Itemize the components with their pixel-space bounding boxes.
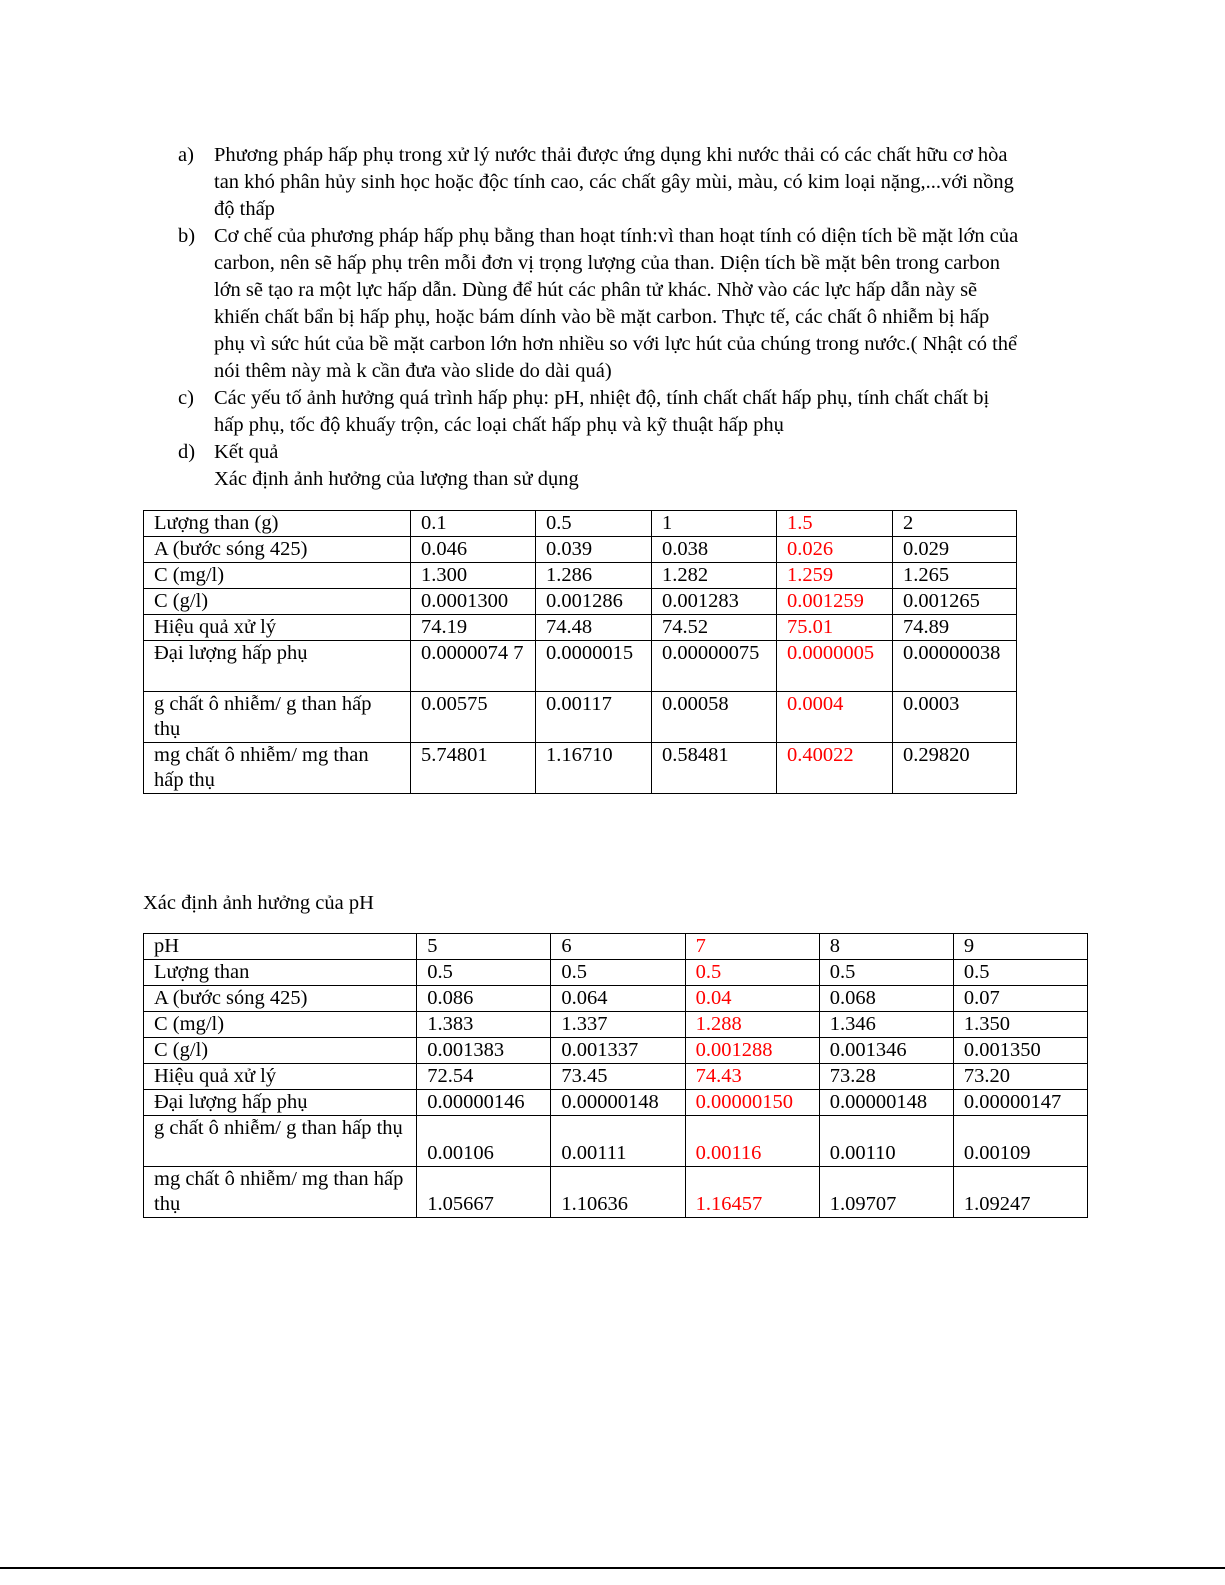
table-cell: 0.046 bbox=[411, 537, 536, 563]
table-cell: 1.265 bbox=[893, 563, 1017, 589]
table-row bbox=[144, 537, 1017, 563]
list-item-c bbox=[178, 385, 1078, 439]
table-cell: 1.16710 bbox=[536, 743, 652, 794]
table-cell: 0.5 bbox=[953, 960, 1087, 986]
ph-table bbox=[143, 933, 1088, 1218]
table-row bbox=[144, 1116, 1088, 1167]
table-cell: 5.74801 bbox=[411, 743, 536, 794]
table-cell: 1.300 bbox=[411, 563, 536, 589]
table-cell: 0.00000146 bbox=[417, 1090, 551, 1116]
table-cell: 0.00117 bbox=[536, 692, 652, 743]
table-cell: 0.0001300 bbox=[411, 589, 536, 615]
table-cell: pH bbox=[144, 934, 417, 960]
table-cell: 0.07 bbox=[953, 986, 1087, 1012]
table-row bbox=[144, 563, 1017, 589]
table-cell: 1.10636 bbox=[551, 1167, 685, 1218]
table-cell: Đại lượng hấp phụ bbox=[144, 1090, 417, 1116]
table-cell: 0.00000075 bbox=[652, 641, 777, 692]
table-cell: 0.001346 bbox=[819, 1038, 953, 1064]
table-row bbox=[144, 1064, 1088, 1090]
list-item-text: Kết quả Xác định ảnh hưởng của lượng than sử dụng bbox=[214, 441, 579, 490]
table-cell: 0.00106 bbox=[417, 1116, 551, 1167]
table-cell: 0.00110 bbox=[819, 1116, 953, 1167]
table-cell: 5 bbox=[417, 934, 551, 960]
table-cell: 0.00111 bbox=[551, 1116, 685, 1167]
table-cell: 0.00000147 bbox=[953, 1090, 1087, 1116]
table-cell-highlight: 7 bbox=[685, 934, 819, 960]
list-item-text: Cơ chế của phương pháp hấp phụ bằng than hoạt tính:vì than hoạt tính có diện tích bề mặt lớn của carbon, nên sẽ hấp phụ trên mỗi đơn vị trọng lượng của than. Diện tích bề mặt bên trong carbon lớn sẽ tạo ra một lực hấp dẫn. Dùng để hút các phân tử khác. Nhờ vào các lực hấp dẫn này sẽ khiến chất bẩn bị hấp phụ, hoặc bám dính vào bề mặt carbon. Thực tế, các chất ô nhiễm bị hấp phụ vì sức hút của bề mặt carbon lớn hơn nhiều so với lực hút của chúng trong nước.( Nhật có thể nói thêm này mà k cần đưa vào slide do dài quá) bbox=[214, 225, 1019, 382]
table-cell: 0.039 bbox=[536, 537, 652, 563]
table-cell: Lượng than (g) bbox=[144, 511, 411, 537]
table-cell: 0.038 bbox=[652, 537, 777, 563]
table-cell: C (mg/l) bbox=[144, 563, 411, 589]
list-marker: a) bbox=[178, 144, 194, 166]
table-cell: 1.346 bbox=[819, 1012, 953, 1038]
table-row bbox=[144, 692, 1017, 743]
table-cell: 0.001383 bbox=[417, 1038, 551, 1064]
list-marker: c) bbox=[178, 387, 194, 409]
table-cell: 73.45 bbox=[551, 1064, 685, 1090]
table-cell: 1.282 bbox=[652, 563, 777, 589]
table-cell: 0.001286 bbox=[536, 589, 652, 615]
table-cell: 6 bbox=[551, 934, 685, 960]
table-row bbox=[144, 589, 1017, 615]
table-row bbox=[144, 1012, 1088, 1038]
table-cell: 0.001337 bbox=[551, 1038, 685, 1064]
table-cell: 0.0000015 bbox=[536, 641, 652, 692]
table-cell: 0.5 bbox=[551, 960, 685, 986]
table-cell: Lượng than bbox=[144, 960, 417, 986]
table-cell: mg chất ô nhiễm/ mg than hấp thụ bbox=[144, 743, 411, 794]
section-title-ph: Xác định ảnh hưởng của pH bbox=[143, 892, 374, 914]
table-cell: 0.5 bbox=[417, 960, 551, 986]
table-cell: A (bước sóng 425) bbox=[144, 986, 417, 1012]
table-cell-highlight: 0.5 bbox=[685, 960, 819, 986]
table-cell-highlight: 0.00000150 bbox=[685, 1090, 819, 1116]
table-cell: 0.086 bbox=[417, 986, 551, 1012]
list-item-a bbox=[178, 142, 1078, 223]
table-row bbox=[144, 615, 1017, 641]
table-cell: 0.029 bbox=[893, 537, 1017, 563]
table-cell: 0.58481 bbox=[652, 743, 777, 794]
table-cell: 0.5 bbox=[819, 960, 953, 986]
table-row bbox=[144, 1090, 1088, 1116]
table-row bbox=[144, 960, 1088, 986]
table-cell-highlight: 75.01 bbox=[777, 615, 893, 641]
table-cell: 1.05667 bbox=[417, 1167, 551, 1218]
table-cell: 0.29820 bbox=[893, 743, 1017, 794]
table-cell-highlight: 0.0000005 bbox=[777, 641, 893, 692]
list-item-text: Các yếu tố ảnh hưởng quá trình hấp phụ: pH, nhiệt độ, tính chất chất hấp phụ, tính chất chất bị hấp phụ, tốc độ khuấy trộn, các loại chất hấp phụ và kỹ thuật hấp phụ bbox=[214, 387, 990, 436]
table-cell: 0.001350 bbox=[953, 1038, 1087, 1064]
table-cell: Hiệu quả xử lý bbox=[144, 615, 411, 641]
table-cell: 0.00000148 bbox=[551, 1090, 685, 1116]
table-cell: 0.5 bbox=[536, 511, 652, 537]
findings-list bbox=[178, 142, 1078, 493]
table-cell: 8 bbox=[819, 934, 953, 960]
table-cell: 74.89 bbox=[893, 615, 1017, 641]
table-cell-highlight: 1.5 bbox=[777, 511, 893, 537]
list-marker: d) bbox=[178, 441, 196, 463]
table-cell: C (g/l) bbox=[144, 589, 411, 615]
table-cell: 1.286 bbox=[536, 563, 652, 589]
list-item-text: Phương pháp hấp phụ trong xử lý nước thải được ứng dụng khi nước thải có các chất hữu cơ hòa tan khó phân hủy sinh học hoặc độc tính cao, các chất gây mùi, màu, có kim loại nặng,...với nồng độ thấp bbox=[214, 144, 1014, 220]
table-cell: 1 bbox=[652, 511, 777, 537]
list-marker: b) bbox=[178, 225, 196, 247]
table-cell: 2 bbox=[893, 511, 1017, 537]
table-cell: 0.00000148 bbox=[819, 1090, 953, 1116]
table-cell: C (mg/l) bbox=[144, 1012, 417, 1038]
table-cell: 0.00058 bbox=[652, 692, 777, 743]
table-cell-highlight: 0.001288 bbox=[685, 1038, 819, 1064]
table-cell-highlight: 0.00116 bbox=[685, 1116, 819, 1167]
table-cell: 9 bbox=[953, 934, 1087, 960]
table-cell-highlight: 1.16457 bbox=[685, 1167, 819, 1218]
page-bottom-rule bbox=[0, 1567, 1225, 1569]
table-cell-highlight: 0.0004 bbox=[777, 692, 893, 743]
table-row bbox=[144, 1167, 1088, 1218]
table-cell: 1.09247 bbox=[953, 1167, 1087, 1218]
table-cell: C (g/l) bbox=[144, 1038, 417, 1064]
table-row bbox=[144, 743, 1017, 794]
table-cell: 0.0003 bbox=[893, 692, 1017, 743]
table-cell: 0.00109 bbox=[953, 1116, 1087, 1167]
table-cell-highlight: 0.026 bbox=[777, 537, 893, 563]
table-cell-highlight: 1.288 bbox=[685, 1012, 819, 1038]
table-cell: 0.068 bbox=[819, 986, 953, 1012]
table-cell: g chất ô nhiễm/ g than hấp thụ bbox=[144, 1116, 417, 1167]
table-cell: 0.1 bbox=[411, 511, 536, 537]
table-cell: 74.19 bbox=[411, 615, 536, 641]
table-cell: 0.00000038 bbox=[893, 641, 1017, 692]
list-item-d bbox=[178, 439, 1078, 493]
table-cell: 0.001265 bbox=[893, 589, 1017, 615]
table-cell: 1.350 bbox=[953, 1012, 1087, 1038]
table-cell: 0.00575 bbox=[411, 692, 536, 743]
table-cell: 73.28 bbox=[819, 1064, 953, 1090]
table-cell: A (bước sóng 425) bbox=[144, 537, 411, 563]
table-cell: 73.20 bbox=[953, 1064, 1087, 1090]
table-cell-highlight: 74.43 bbox=[685, 1064, 819, 1090]
table-cell: 0.001283 bbox=[652, 589, 777, 615]
table-cell: 74.52 bbox=[652, 615, 777, 641]
table-cell-highlight: 0.04 bbox=[685, 986, 819, 1012]
table-cell: Hiệu quả xử lý bbox=[144, 1064, 417, 1090]
table-cell: 1.09707 bbox=[819, 1167, 953, 1218]
table-cell-highlight: 1.259 bbox=[777, 563, 893, 589]
table-row bbox=[144, 934, 1088, 960]
table-cell: 74.48 bbox=[536, 615, 652, 641]
table-cell: mg chất ô nhiễm/ mg than hấp thụ bbox=[144, 1167, 417, 1218]
table-cell: 1.383 bbox=[417, 1012, 551, 1038]
carbon-amount-table bbox=[143, 510, 1017, 794]
table-row bbox=[144, 986, 1088, 1012]
table-cell: g chất ô nhiễm/ g than hấp thụ bbox=[144, 692, 411, 743]
table-cell: 0.0000074 7 bbox=[411, 641, 536, 692]
table-cell: 1.337 bbox=[551, 1012, 685, 1038]
table-cell-highlight: 0.40022 bbox=[777, 743, 893, 794]
table-cell: 72.54 bbox=[417, 1064, 551, 1090]
table-cell: 0.064 bbox=[551, 986, 685, 1012]
list-item-b bbox=[178, 223, 1078, 385]
table-cell: Đại lượng hấp phụ bbox=[144, 641, 411, 692]
table-row bbox=[144, 511, 1017, 537]
table-row bbox=[144, 641, 1017, 692]
table-row bbox=[144, 1038, 1088, 1064]
table-cell-highlight: 0.001259 bbox=[777, 589, 893, 615]
